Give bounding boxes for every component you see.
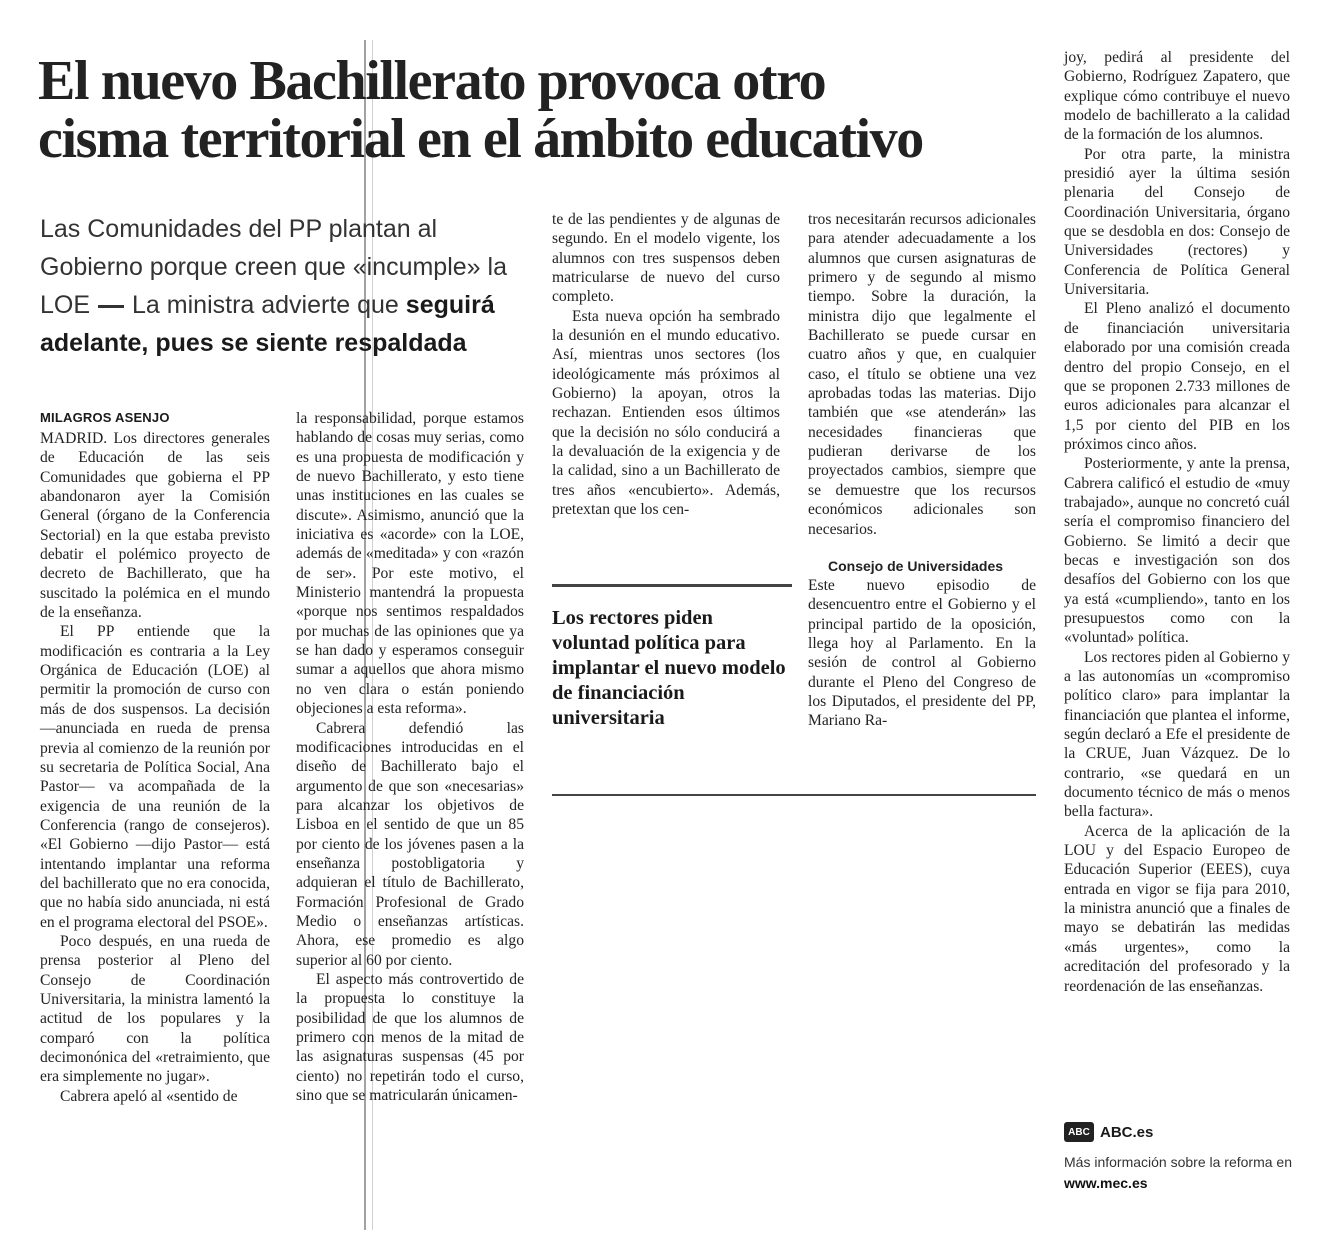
paragraph: Por otra parte, la ministra presidió ayer la última sesión plenaria del Consejo de Coordinación Universitaria, órgano que se desdobla en dos: Consejo de Universidades (rectores) y Conferencia de Política General Universitaria. [1064,145,1290,299]
subheadline [40,210,520,362]
paragraph: tros necesitarán recursos adicionales para atender adecuadamente a los alumnos que cursen asignaturas de primero y de segundo al mismo tiempo. Sobre la duración, la ministra dijo que legalmente el Bachillerato se puede cursar en cuatro años y que, en cualquier caso, el título se obtiene una vez aprobadas todas las materias. Dijo también que «se atenderán» las necesidades financieras que pudieran derivarse de los proyectados cambios, siempre que se demuestre que los recursos económicos adicionales son necesarios. [808,211,1036,538]
paragraph: El Pleno analizó el documento de financiación universitaria elaborado por una comisión creada dentro del propio Consejo, en el que se proponen 2.733 millones de euros adicionales para alcanzar el 1,5 por ciento del PIB en los próximos cinco años. [1064,300,1290,453]
rule-bottom [552,794,1036,796]
paragraph: El PP entiende que la modificación es contraria a la Ley Orgánica de Educación (LOE) al permitir la promoción de curso con más de dos suspensos. La decisión —anunciada en rueda de prensa previa al comienzo de la reunión por su secretaria de Política Social, Ana Pastor— va acompañada de la exigencia de una reunión de la Conferencia (rango de consejeros). «El Gobierno —dijo Pastor— está intentando implantar una reforma del bachillerato que no era conocida, que no había sido anunciada, ni está en el programa electoral del PSOE». [40,623,270,931]
headline [38,52,1048,168]
paragraph: la responsabilidad, porque estamos hablando de cosas muy serias, como es una propuesta de modificación y de nuevo Bachillerato, y esto tiene unas instituciones en las cuales se discute». Asimismo, anunció que la iniciativa es «acorde» con la LOE, además de «meditada» y con «razón de ser». Por este motivo, el Ministerio mantendrá la propuesta «porque nos sentimos respaldados por muchas de las opiniones que ya se han dado y esperamos conseguir sumar a aquellos que ahora mismo no ven clara o están poniendo objeciones a esta reforma». [296,410,524,718]
paragraph: El aspecto más controvertido de la propuesta lo constituye la posibilidad de que los alumnos de primero con menos de la mitad de las asignaturas suspensas (45 por ciento) no repetirán todo el curso, sino que se matricularán únicamen- [296,970,524,1105]
paragraph: Los rectores piden al Gobierno y a las autonomías un «compromiso político claro» para implantar la financiación que plantea el informe, según declaró a Efe el presidente de la CRUE, Juan Vázquez. De lo contrario, «se quedará en un documento técnico de más o menos bella factura». [1064,648,1290,821]
paragraph: Cabrera defendió las modificaciones introducidas en el diseño de Bachillerato bajo el argumento de que son «necesarias» para alcanzar los objetivos de Lisboa en el sentido de que un 85 por ciento de los jóvenes pasen a la enseñanza postobligatoria y adquieran el título de Bachillerato, Formación Profesional de Grado Medio o enseñanzas artísticas. Ahora, ese promedio es algo superior al 60 por ciento. [296,719,524,969]
paragraph: te de las pendientes y de algunas de segundo. En el modelo vigente, los alumnos con tres suspensos deben matricularse de nuevo del curso completo. [552,211,780,306]
paragraph: Cabrera apeló al «sentido de [60,1087,238,1105]
column-2 [296,409,524,1105]
headline-line-1: El nuevo Bachillerato provoca otro [38,50,826,112]
more-info-label: Más información sobre la reforma en [1064,1154,1292,1170]
rule-top [552,584,792,587]
byline: MILAGROS ASENJO [40,410,170,425]
more-info-text [1064,1152,1324,1194]
column-5 [1064,48,1290,996]
pull-quote: Los rectores piden voluntad política para implantar el nuevo modelo de financiación universitaria [552,607,786,729]
column-3 [552,210,780,520]
column-1 [40,429,270,1106]
paragraph: Esta nueva opción ha sembrado la desunión en el mundo educativo. Así, mientras unos sectores (los ideológicamente más próximos al Gobierno) la apoyan, otros la rechazan. Entienden esos últimos que la decisión no sólo conducirá a la devaluación de la exigencia y de la calidad, sino a un Bachillerato de tres años «encubierto». Además, pretextan que los cen- [552,307,780,519]
paragraph: MADRID. Los directores generales de Educación de las seis Comunidades que gobierna el PP abandonaron ayer la Comisión General (órgano de la Conferencia Sectorial) en la que estaba previsto debatir el polémico proyecto de decreto de Bachillerato, que ha suscitado la polémica en el mundo de la enseñanza. [40,430,270,622]
subheadline-bold: seguirá adelante, pues se siente respaldada [40,291,495,357]
abc-brand [1064,1122,1153,1142]
paragraph: Posteriormente, y ante la prensa, Cabrera calificó el estudio de «muy trabajado», aunque no concretó cuál sería el compromiso financiero del Gobierno. Se limitó a decir que becas e investigación son dos desafíos del Gobierno con los que ya está «cumpliendo», tanto en los presupuestos como con la «voluntad» política. [1064,455,1290,647]
column-4 [808,210,1036,731]
paragraph: Acerca de la aplicación de la LOU y del Espacio Europeo de Educación Superior (EEES), cuya entrada en vigor se fija para 2010, la ministra anunció que a finales de mayo se debatirán las medidas «más urgentes», como la acreditación del profesorado y la reordenación de las enseñanzas. [1064,822,1290,995]
headline-line-2: cisma territorial en el ámbito educativo [38,108,923,170]
paragraph: joy, pedirá al presidente del Gobierno, Rodríguez Zapatero, que explique cómo contribuye el nuevo modelo de bachillerato a la calidad de la formación de los alumnos. [1064,49,1290,144]
separator-dash [98,305,124,308]
subheadline-part-1: Las Comunidades del PP plantan al Gobierno porque creen que «incumple» la LOE [40,215,507,319]
abc-logo-icon: ABC [1064,1122,1094,1142]
paragraph: Poco después, en una rueda de prensa posterior al Pleno del Consejo de Coordinación Universitaria, la ministra lamentó la actitud de los populares y la comparó con la política decimonónica del «retraimiento, que era simplemente no jugar». [40,932,270,1086]
section-title: Consejo de Universidades [828,557,1004,574]
abc-site-label: ABC.es [1100,1123,1154,1141]
paragraph: Este nuevo episodio de desencuentro entre el Gobierno y el principal partido de la oposición, llega hoy al Parlamento. En la sesión de control al Gobierno durante el Pleno del Congreso de los Diputados, el presidente del PP, Mariano Ra- [808,576,1036,730]
subheadline-part-2: La ministra advierte que [132,291,406,319]
more-info-link[interactable]: www.mec.es [1064,1175,1148,1191]
